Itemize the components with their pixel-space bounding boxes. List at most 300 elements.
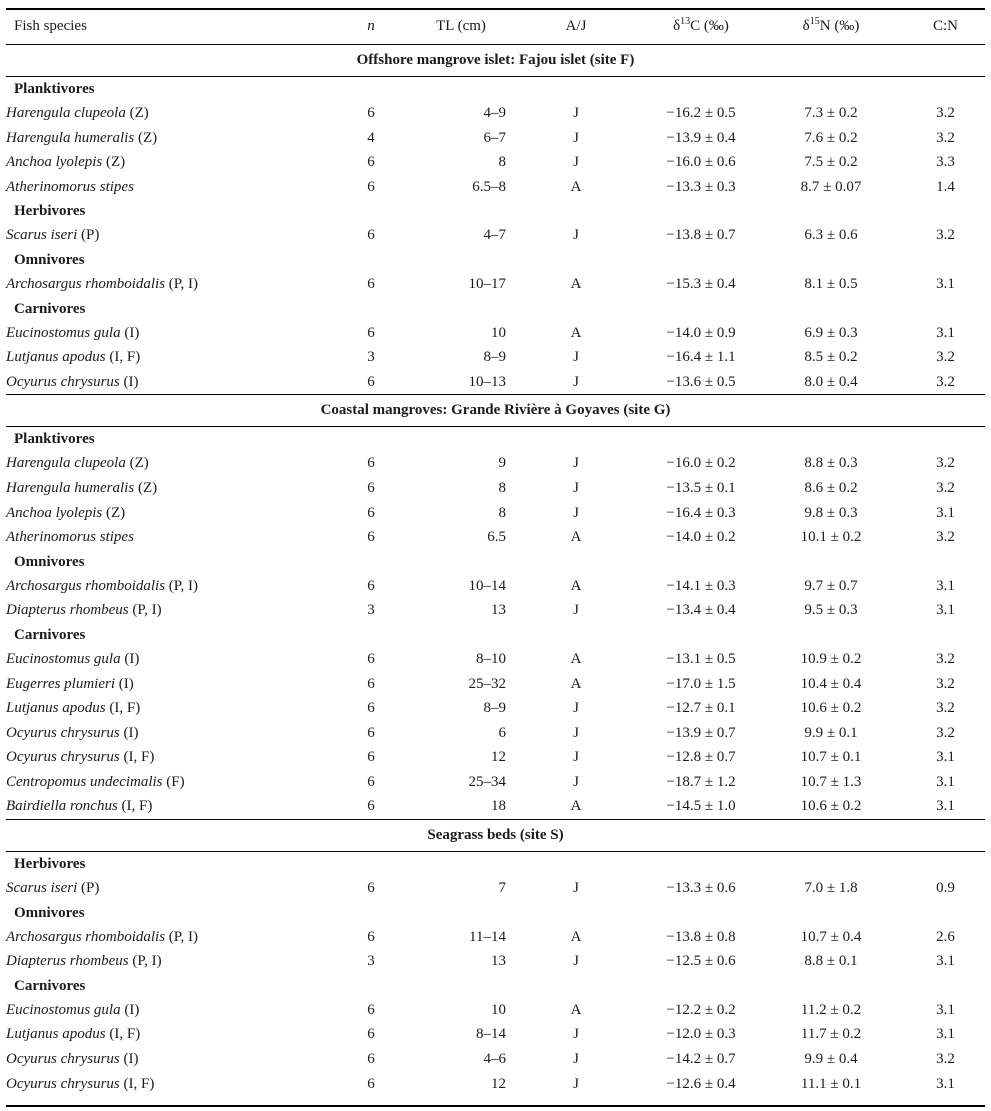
cell-species	[6, 272, 326, 297]
species-name: Lutjanus apodus	[6, 700, 106, 717]
trophic-group-label: Carnivores	[14, 977, 86, 994]
cell-tl: 25–34	[468, 773, 506, 790]
cell-n: 6	[367, 154, 375, 171]
cell-tl: 7	[498, 880, 506, 897]
cell-species	[6, 451, 326, 476]
species-row	[6, 647, 985, 672]
cell-tl: 10	[491, 1001, 506, 1018]
trophic-group-label: Herbivores	[14, 203, 86, 220]
cell-d15n: 8.1 ± 0.5	[804, 275, 858, 292]
cell-d15n: 6.3 ± 0.6	[804, 227, 858, 244]
cell-cn: 3.1	[936, 749, 955, 766]
cell-species	[6, 876, 326, 901]
diet-code: (I, F)	[109, 349, 141, 366]
cell-tl: 6–7	[483, 129, 506, 146]
diet-code: (I)	[124, 1001, 140, 1018]
cell-d15n: 7.3 ± 0.2	[804, 105, 858, 121]
cell-cn: 3.2	[936, 349, 955, 366]
cell-tl: 6.5–8	[472, 178, 506, 195]
cell-d15n: 8.7 ± 0.07	[800, 178, 862, 195]
species-name: Anchoa lyolepis	[6, 504, 103, 521]
species-row	[6, 126, 985, 151]
cell-n: 6	[367, 928, 375, 945]
cell-tl: 6	[498, 724, 506, 741]
cell-d15n: 8.8 ± 0.1	[804, 953, 858, 970]
species-name: Archosargus rhomboidalis	[6, 928, 166, 945]
species-row	[6, 101, 985, 126]
cell-n: 6	[367, 324, 375, 341]
cell-n: 6	[367, 1075, 375, 1092]
cell-aj: J	[573, 479, 579, 496]
cell-species	[6, 647, 326, 672]
diet-code: (P, I)	[168, 928, 198, 945]
cell-species	[6, 721, 326, 746]
trophic-group-row	[6, 77, 985, 102]
cell-d15n: 9.5 ± 0.3	[804, 602, 858, 619]
cell-species	[6, 501, 326, 526]
species-name: Ocyurus chrysurus	[6, 1051, 120, 1068]
cell-n: 6	[367, 479, 375, 496]
cell-aj: J	[573, 504, 579, 521]
cell-d13c: −13.3 ± 0.6	[666, 880, 736, 897]
section-title: Coastal mangroves: Grande Rivière à Goyaves (site G)	[6, 395, 985, 427]
column-header-d15n	[756, 9, 906, 45]
diet-code: (P, I)	[168, 275, 198, 292]
cell-d15n: 8.8 ± 0.3	[804, 455, 858, 472]
cell-tl: 8–10	[476, 650, 506, 667]
cell-n: 6	[367, 455, 375, 472]
cell-d15n: 10.7 ± 0.4	[800, 928, 862, 945]
species-name: Archosargus rhomboidalis	[6, 275, 166, 292]
cell-species	[6, 925, 326, 950]
fish-table	[6, 8, 985, 1107]
cell-species	[6, 1047, 326, 1072]
diet-code: (P, I)	[132, 953, 162, 970]
section-title-row	[6, 45, 985, 77]
cell-n: 6	[367, 724, 375, 741]
cell-tl: 18	[491, 798, 506, 815]
cell-n: 6	[367, 275, 375, 292]
diet-code: (Z)	[129, 105, 149, 121]
species-row	[6, 150, 985, 175]
species-row	[6, 574, 985, 599]
cell-cn: 3.2	[936, 675, 955, 692]
cell-d15n: 7.6 ± 0.2	[804, 129, 858, 146]
trophic-group-row	[6, 974, 985, 998]
species-name: Bairdiella ronchus	[6, 798, 118, 815]
cell-cn: 3.2	[936, 455, 955, 472]
cell-species	[6, 370, 326, 395]
trophic-group-row	[6, 623, 985, 647]
cell-species	[6, 770, 326, 795]
cell-cn: 3.1	[936, 1001, 955, 1018]
section-2	[6, 820, 985, 1106]
cell-d13c: −13.5 ± 0.1	[666, 479, 736, 496]
diet-code: (I)	[123, 373, 139, 390]
species-name: Eucinostomus gula	[6, 1001, 121, 1018]
cell-tl: 9	[498, 455, 506, 472]
trophic-group-label: Planktivores	[14, 81, 95, 97]
species-row	[6, 925, 985, 950]
species-row	[6, 525, 985, 550]
cell-d13c: −16.2 ± 0.5	[666, 105, 736, 121]
species-name: Atherinomorus stipes	[6, 529, 134, 546]
cell-species	[6, 574, 326, 599]
diet-code: (Z)	[129, 455, 149, 472]
cell-species	[6, 745, 326, 770]
diet-code: (Z)	[137, 129, 158, 146]
cell-cn: 3.1	[936, 953, 955, 970]
trophic-group-row	[6, 199, 985, 223]
species-row	[6, 223, 985, 248]
species-name: Eucinostomus gula	[6, 650, 121, 667]
species-row	[6, 321, 985, 346]
cell-d13c: −16.4 ± 1.1	[666, 349, 736, 366]
cell-tl: 8–9	[483, 349, 506, 366]
species-row	[6, 175, 985, 200]
cell-tl: 25–32	[468, 675, 506, 692]
isotope-label: C (‰)	[690, 18, 729, 34]
cell-cn: 3.2	[936, 479, 955, 496]
species-name: Harengula clupeola	[6, 105, 126, 121]
trophic-group-row	[6, 550, 985, 574]
species-row	[6, 876, 985, 901]
cell-aj: A	[570, 275, 582, 292]
cell-cn: 3.1	[936, 773, 955, 790]
cell-aj: A	[570, 798, 582, 815]
diet-code: (Z)	[105, 154, 126, 171]
cell-n: 6	[367, 529, 375, 546]
cell-n: 6	[367, 577, 375, 594]
cell-species	[6, 696, 326, 721]
cell-n: 6	[367, 1026, 375, 1043]
cell-species	[6, 998, 326, 1023]
species-row	[6, 794, 985, 819]
cell-d15n: 6.9 ± 0.3	[804, 324, 858, 341]
cell-d13c: −18.7 ± 1.2	[666, 773, 736, 790]
cell-cn: 3.2	[936, 227, 955, 244]
cell-d15n: 10.1 ± 0.2	[800, 529, 862, 546]
cell-d13c: −14.0 ± 0.2	[666, 529, 736, 546]
cell-aj: J	[573, 105, 579, 121]
diet-code: (I)	[124, 324, 140, 341]
cell-d13c: −13.1 ± 0.5	[666, 650, 736, 667]
cell-d13c: −14.0 ± 0.9	[666, 324, 736, 341]
species-row	[6, 1022, 985, 1047]
section-title: Seagrass beds (site S)	[6, 820, 985, 852]
cell-aj: J	[573, 129, 579, 146]
species-name: Ocyurus chrysurus	[6, 724, 120, 741]
cell-d15n: 8.6 ± 0.2	[804, 479, 858, 496]
isotope-superscript: 13	[680, 16, 691, 27]
species-name: Scarus iseri	[6, 227, 78, 244]
diet-code: (I)	[123, 1051, 139, 1068]
cell-tl: 8–14	[476, 1026, 506, 1043]
species-row	[6, 598, 985, 623]
cell-species	[6, 150, 326, 175]
cell-species	[6, 321, 326, 346]
cell-cn: 3.1	[936, 577, 955, 594]
species-name: Lutjanus apodus	[6, 1026, 106, 1043]
cell-d15n: 11.1 ± 0.1	[800, 1075, 862, 1092]
cell-d13c: −12.8 ± 0.7	[666, 749, 736, 766]
cell-n: 6	[367, 749, 375, 766]
cell-aj: J	[573, 349, 579, 366]
species-row	[6, 998, 985, 1023]
species-row	[6, 1072, 985, 1106]
cell-cn: 3.1	[936, 1026, 955, 1043]
cell-d15n: 8.5 ± 0.2	[804, 349, 858, 366]
cell-d15n: 7.0 ± 1.8	[804, 880, 858, 897]
cell-n: 6	[367, 675, 375, 692]
cell-d13c: −14.1 ± 0.3	[666, 577, 736, 594]
cell-d13c: −15.3 ± 0.4	[666, 275, 736, 292]
cell-n: 4	[367, 129, 375, 146]
cell-aj: J	[573, 724, 579, 741]
cell-cn: 3.2	[936, 724, 955, 741]
cell-d13c: −16.0 ± 0.6	[666, 154, 736, 171]
cell-d15n: 7.5 ± 0.2	[804, 154, 858, 171]
cell-species	[6, 175, 326, 200]
cell-tl: 8	[498, 154, 506, 171]
species-name: Anchoa lyolepis	[6, 154, 103, 171]
cell-cn: 3.2	[936, 700, 955, 717]
column-header-cn: C:N	[906, 9, 985, 45]
cell-cn: 3.2	[936, 129, 955, 146]
cell-d13c: −13.6 ± 0.5	[666, 373, 736, 390]
diet-code: (Z)	[105, 504, 126, 521]
diet-code: (I, F)	[123, 1075, 155, 1092]
cell-tl: 12	[491, 749, 506, 766]
cell-d15n: 10.7 ± 0.1	[800, 749, 862, 766]
cell-species	[6, 598, 326, 623]
cell-tl: 13	[491, 602, 506, 619]
section-0	[6, 45, 985, 395]
cell-d15n: 8.0 ± 0.4	[804, 373, 858, 390]
cell-n: 6	[367, 773, 375, 790]
cell-aj: J	[573, 227, 579, 244]
cell-tl: 6.5	[487, 529, 506, 546]
species-name: Lutjanus apodus	[6, 349, 106, 366]
cell-tl: 12	[491, 1075, 506, 1092]
diet-code: (I, F)	[109, 1026, 141, 1043]
cell-cn: 3.2	[936, 105, 955, 121]
cell-cn: 3.1	[936, 602, 955, 619]
species-row	[6, 1047, 985, 1072]
cell-n: 6	[367, 373, 375, 390]
trophic-group-label: Planktivores	[14, 431, 95, 448]
diet-code: (I, F)	[109, 700, 141, 717]
trophic-group-row	[6, 248, 985, 272]
diet-code: (P, I)	[168, 577, 198, 594]
cell-species	[6, 949, 326, 974]
cell-cn: 2.6	[936, 928, 955, 945]
cell-d13c: −12.0 ± 0.3	[666, 1026, 736, 1043]
cell-d15n: 10.6 ± 0.2	[800, 700, 862, 717]
diet-code: (F)	[166, 773, 185, 790]
species-row	[6, 770, 985, 795]
cell-d15n: 9.8 ± 0.3	[804, 504, 858, 521]
cell-cn: 3.1	[936, 1075, 955, 1092]
species-row	[6, 745, 985, 770]
isotope-label: N (‰)	[819, 18, 860, 34]
cell-species	[6, 1072, 326, 1106]
species-name: Eucinostomus gula	[6, 324, 121, 341]
cell-n: 3	[367, 602, 375, 619]
cell-tl: 8	[498, 504, 506, 521]
cell-aj: J	[573, 373, 579, 390]
trophic-group-label: Carnivores	[14, 626, 86, 643]
cell-tl: 8	[498, 479, 506, 496]
diet-code: (Z)	[137, 479, 158, 496]
cell-aj: J	[573, 1051, 579, 1068]
cell-d13c: −13.4 ± 0.4	[666, 602, 736, 619]
species-name: Ocyurus chrysurus	[6, 749, 120, 766]
delta-symbol: δ	[673, 18, 681, 34]
cell-cn: 3.1	[936, 324, 955, 341]
cell-d13c: −13.3 ± 0.3	[666, 178, 736, 195]
trophic-group-label: Carnivores	[14, 300, 86, 317]
cell-cn: 3.3	[936, 154, 955, 171]
cell-n: 6	[367, 227, 375, 244]
column-header-tl: TL (cm)	[416, 9, 506, 45]
cell-species	[6, 476, 326, 501]
cell-tl: 10–13	[468, 373, 506, 390]
species-name: Atherinomorus stipes	[6, 178, 134, 195]
cell-species	[6, 345, 326, 370]
cell-aj: A	[570, 324, 582, 341]
cell-tl: 11–14	[469, 928, 506, 945]
cell-d13c: −17.0 ± 1.5	[666, 675, 736, 692]
cell-n: 6	[367, 650, 375, 667]
species-name: Harengula humeralis	[6, 129, 135, 146]
diet-code: (I, F)	[121, 798, 153, 815]
cell-tl: 13	[491, 953, 506, 970]
cell-d15n: 10.9 ± 0.2	[800, 650, 862, 667]
cell-n: 6	[367, 1051, 375, 1068]
cell-d15n: 10.6 ± 0.2	[800, 798, 862, 815]
species-name: Harengula humeralis	[6, 479, 135, 496]
cell-d15n: 11.7 ± 0.2	[800, 1026, 862, 1043]
species-row	[6, 476, 985, 501]
species-name: Scarus iseri	[6, 880, 78, 897]
cell-d13c: −13.9 ± 0.7	[666, 724, 736, 741]
species-name: Diapterus rhombeus	[6, 953, 129, 970]
section-title: Offshore mangrove islet: Fajou islet (site F)	[6, 45, 985, 77]
cell-aj: A	[570, 178, 582, 195]
cell-n: 6	[367, 105, 375, 121]
trophic-group-row	[6, 427, 985, 452]
column-header-d13c	[646, 9, 756, 45]
species-row	[6, 272, 985, 297]
diet-code: (I)	[123, 724, 139, 741]
cell-d15n: 10.7 ± 1.3	[800, 773, 862, 790]
cell-tl: 10–14	[468, 577, 506, 594]
cell-cn: 3.2	[936, 650, 955, 667]
cell-species	[6, 525, 326, 550]
diet-code: (P, I)	[132, 602, 162, 619]
cell-species	[6, 672, 326, 697]
cell-aj: J	[573, 154, 579, 171]
cell-cn: 3.1	[936, 275, 955, 292]
cell-aj: J	[573, 773, 579, 790]
cell-d13c: −13.9 ± 0.4	[666, 129, 736, 146]
trophic-group-label: Herbivores	[14, 856, 86, 873]
cell-aj: A	[570, 529, 582, 546]
cell-n: 6	[367, 700, 375, 717]
cell-d13c: −14.2 ± 0.7	[666, 1051, 736, 1068]
trophic-group-row	[6, 901, 985, 925]
trophic-group-label: Omnivores	[14, 904, 85, 921]
cell-cn: 3.1	[936, 504, 955, 521]
species-name: Ocyurus chrysurus	[6, 1075, 120, 1092]
cell-tl: 4–9	[483, 105, 506, 121]
cell-aj: J	[573, 1026, 579, 1043]
cell-aj: J	[573, 455, 579, 472]
cell-n: 3	[367, 953, 375, 970]
cell-d15n: 9.7 ± 0.7	[804, 577, 858, 594]
cell-cn: 3.2	[936, 373, 955, 390]
cell-d13c: −12.7 ± 0.1	[666, 700, 736, 717]
cell-aj: A	[570, 1001, 582, 1018]
diet-code: (I, F)	[123, 749, 155, 766]
species-name: Harengula clupeola	[6, 455, 126, 472]
cell-cn: 3.1	[936, 798, 955, 815]
isotope-superscript: 15	[809, 16, 820, 27]
species-name: Diapterus rhombeus	[6, 602, 129, 619]
cell-n: 6	[367, 798, 375, 815]
cell-n: 3	[367, 349, 375, 366]
cell-tl: 8–9	[483, 700, 506, 717]
species-name: Centropomus undecimalis	[6, 773, 163, 790]
cell-n: 6	[367, 178, 375, 195]
cell-n: 6	[367, 1001, 375, 1018]
species-row	[6, 696, 985, 721]
cell-cn: 1.4	[936, 178, 955, 195]
cell-aj: A	[570, 675, 582, 692]
cell-d13c: −14.5 ± 1.0	[666, 798, 736, 815]
cell-aj: J	[573, 700, 579, 717]
cell-d15n: 9.9 ± 0.4	[804, 1051, 858, 1068]
species-row	[6, 501, 985, 526]
section-title-row	[6, 820, 985, 852]
cell-aj: A	[570, 928, 582, 945]
trophic-group-row	[6, 852, 985, 877]
cell-aj: A	[570, 577, 582, 594]
diet-code: (I)	[118, 675, 134, 692]
cell-tl: 10	[491, 324, 506, 341]
cell-species	[6, 1022, 326, 1047]
cell-aj: J	[573, 953, 579, 970]
delta-symbol: δ	[802, 18, 810, 34]
cell-d13c: −16.0 ± 0.2	[666, 455, 736, 472]
species-row	[6, 949, 985, 974]
cell-cn: 3.2	[936, 1051, 955, 1068]
diet-code: (I)	[124, 650, 140, 667]
cell-d15n: 11.2 ± 0.2	[800, 1001, 862, 1018]
cell-cn: 0.9	[936, 880, 955, 897]
cell-d13c: −13.8 ± 0.7	[666, 227, 736, 244]
cell-cn: 3.2	[936, 529, 955, 546]
species-name: Archosargus rhomboidalis	[6, 577, 166, 594]
cell-n: 6	[367, 504, 375, 521]
table-header	[6, 9, 985, 45]
cell-tl: 4–7	[483, 227, 506, 244]
cell-species	[6, 794, 326, 819]
species-row	[6, 451, 985, 476]
cell-d13c: −16.4 ± 0.3	[666, 504, 736, 521]
section-title-row	[6, 395, 985, 427]
